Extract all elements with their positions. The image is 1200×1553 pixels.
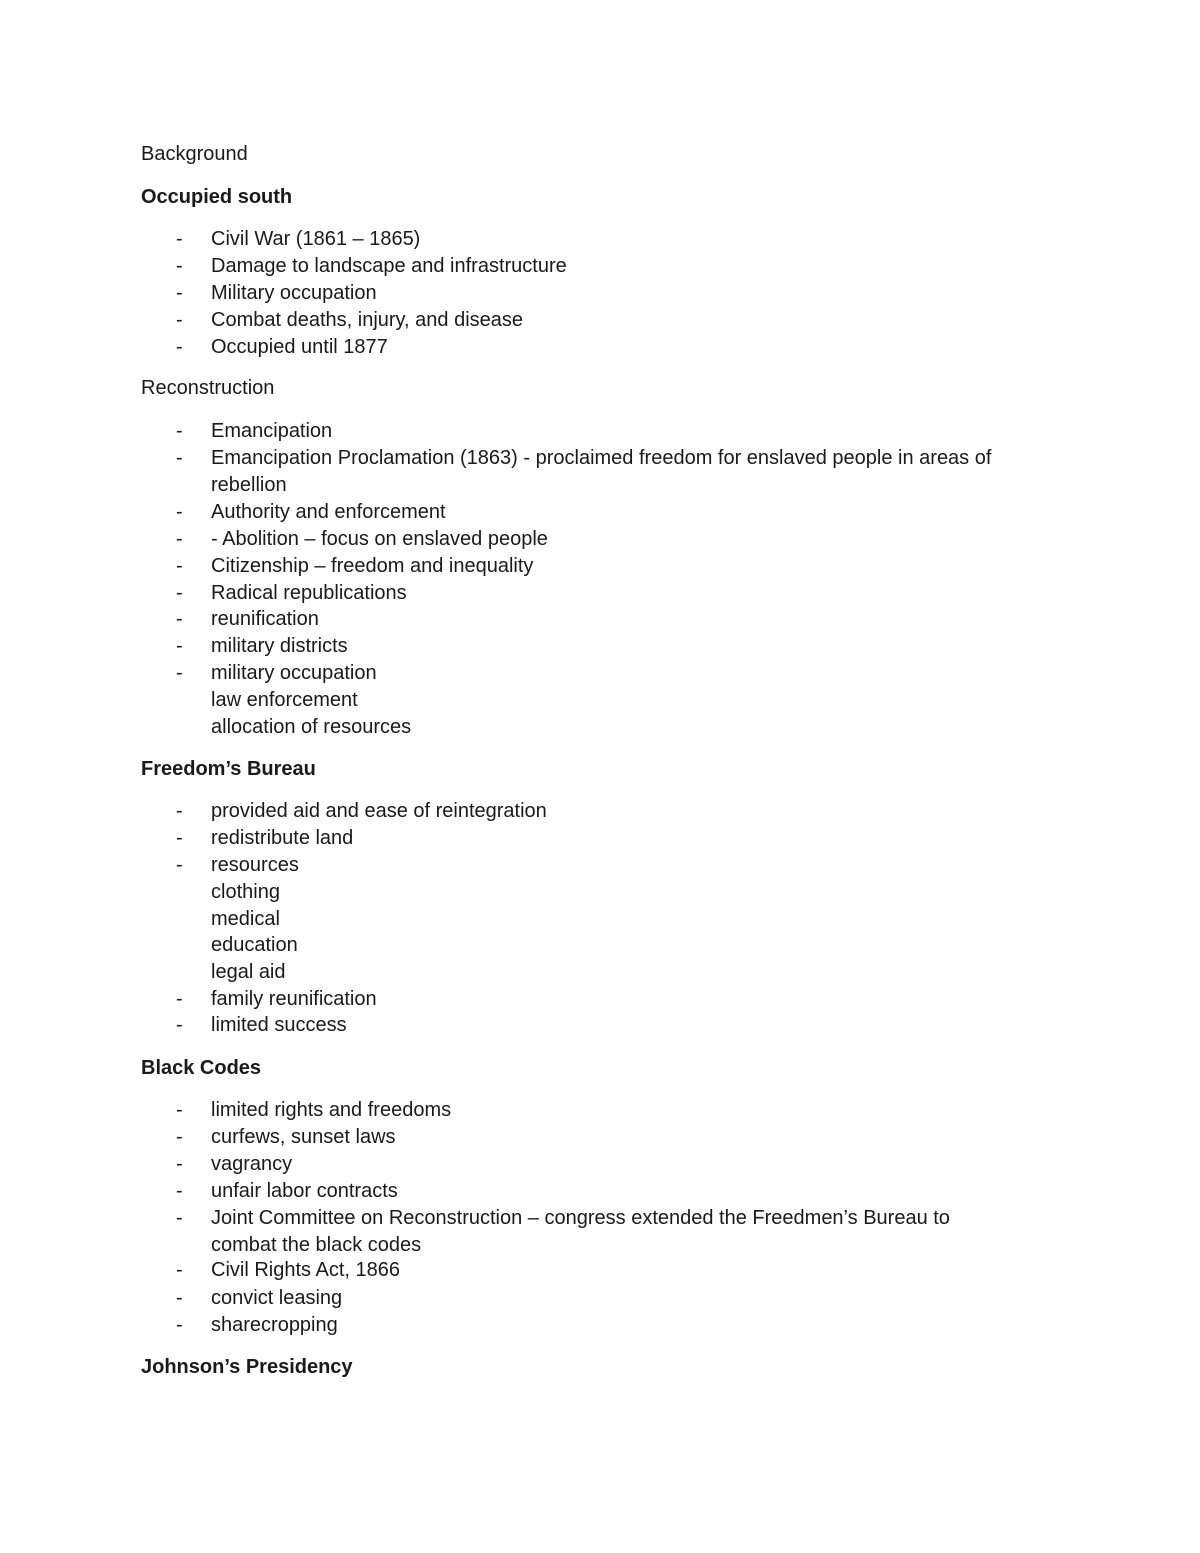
list-item: Combat deaths, injury, and disease [211, 309, 524, 331]
list-item: vagrancy [211, 1153, 293, 1175]
list-item: Civil Rights Act, 1866 [211, 1259, 400, 1281]
bullet-dash: - [176, 662, 183, 684]
bullet-dash: - [176, 228, 183, 250]
list-item: Military occupation [211, 282, 377, 304]
bullet-dash: - [176, 827, 183, 849]
list-item: Occupied until 1877 [211, 336, 388, 358]
list-item-continuation: clothing [211, 881, 280, 903]
list-item: Authority and enforcement [211, 501, 446, 523]
bullet-dash: - [176, 1099, 183, 1121]
list-item: Joint Committee on Reconstruction – congress extended the Freedmen’s Bureau to [211, 1207, 950, 1229]
list-item: Damage to landscape and infrastructure [211, 255, 567, 277]
heading-occupied-south: Occupied south [141, 186, 293, 208]
list-item: Radical republications [211, 582, 407, 604]
list-item: curfews, sunset laws [211, 1126, 396, 1148]
bullet-dash: - [176, 1259, 183, 1281]
bullet-dash: - [176, 420, 183, 442]
heading-freedoms-bureau: Freedom’s Bureau [141, 758, 316, 780]
bullet-dash: - [176, 1126, 183, 1148]
bullet-dash: - [176, 336, 183, 358]
list-item: military districts [211, 635, 348, 657]
list-item-continuation: allocation of resources [211, 716, 412, 738]
list-item: limited rights and freedoms [211, 1099, 452, 1121]
list-item: provided aid and ease of reintegration [211, 800, 547, 822]
list-item: limited success [211, 1014, 347, 1036]
list-item: resources [211, 854, 299, 876]
bullet-dash: - [176, 555, 183, 577]
list-item: sharecropping [211, 1314, 338, 1336]
list-item: redistribute land [211, 827, 354, 849]
bullet-dash: - [176, 447, 183, 469]
list-item: unfair labor contracts [211, 1180, 398, 1202]
list-item-continuation: medical [211, 908, 280, 930]
bullet-dash: - [176, 800, 183, 822]
list-item-continuation: combat the black codes [211, 1234, 422, 1256]
list-item: military occupation [211, 662, 377, 684]
bullet-dash: - [176, 1314, 183, 1336]
bullet-dash: - [176, 1180, 183, 1202]
bullet-dash: - [176, 608, 183, 630]
list-item: Citizenship – freedom and inequality [211, 555, 534, 577]
list-item-continuation: law enforcement [211, 689, 358, 711]
heading-reconstruction: Reconstruction [141, 377, 275, 399]
bullet-dash: - [176, 1014, 183, 1036]
list-item-continuation: education [211, 934, 298, 956]
list-item: Emancipation [211, 420, 333, 442]
heading-background: Background [141, 143, 248, 165]
list-item-continuation: legal aid [211, 961, 286, 983]
bullet-dash: - [176, 1153, 183, 1175]
list-item: Emancipation Proclamation (1863) - proclaimed freedom for enslaved people in areas of [211, 447, 992, 469]
bullet-dash: - [176, 282, 183, 304]
bullet-dash: - [176, 501, 183, 523]
list-item: convict leasing [211, 1287, 343, 1309]
bullet-dash: - [176, 255, 183, 277]
heading-black-codes: Black Codes [141, 1057, 262, 1079]
list-item: Civil War (1861 – 1865) [211, 228, 421, 250]
bullet-dash: - [176, 1207, 183, 1229]
bullet-dash: - [176, 988, 183, 1010]
list-item: - Abolition – focus on enslaved people [211, 528, 548, 550]
bullet-dash: - [176, 582, 183, 604]
bullet-dash: - [176, 309, 183, 331]
list-item: family reunification [211, 988, 377, 1010]
bullet-dash: - [176, 854, 183, 876]
heading-johnsons-presidency: Johnson’s Presidency [141, 1356, 353, 1378]
list-item-continuation: rebellion [211, 474, 287, 496]
bullet-dash: - [176, 635, 183, 657]
list-item: reunification [211, 608, 319, 630]
bullet-dash: - [176, 1287, 183, 1309]
bullet-dash: - [176, 528, 183, 550]
